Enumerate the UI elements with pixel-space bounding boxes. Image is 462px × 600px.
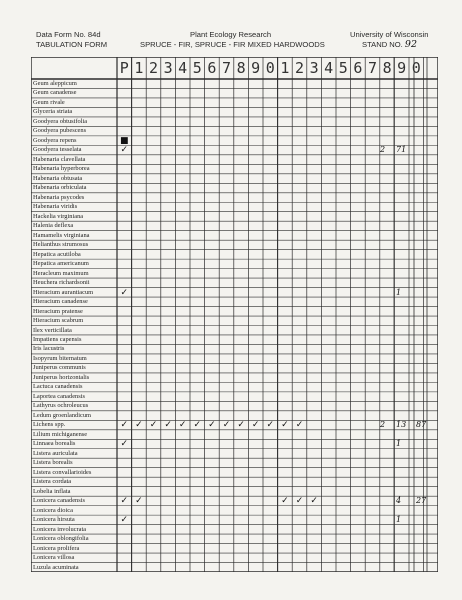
table-row [31,278,438,287]
count-c2: 4 [396,496,402,506]
table-row [31,212,438,221]
column-header: 0 [265,59,275,77]
column-header: 5 [338,59,348,77]
count-c3: 27 [416,496,427,506]
column-header: 4 [178,59,188,77]
species-name: Goodyera pubescens [33,127,87,135]
table-row [31,126,438,135]
species-name: Listera convallarioides [33,468,92,476]
check-mark: ✓ [281,496,289,507]
table-row [31,477,438,486]
species-name: Habenaria obtusata [33,174,83,182]
table-row [31,382,438,391]
column-header: 3 [309,59,319,77]
check-mark: ✓ [251,420,260,431]
table-row [31,183,438,192]
table-row [31,117,438,126]
table-row [31,525,438,534]
table-row [31,354,438,363]
table-row [31,297,438,306]
check-mark: ✓ [120,496,129,507]
species-name: Habenaria psycodes [33,193,85,201]
species-name: Lilium michiganense [33,430,88,438]
table-row [31,269,438,278]
species-name: Geum aleppicum [33,80,77,87]
research-title: Plant Ecology Research [190,30,272,39]
species-name: Ledum groenlandicum [33,411,92,419]
column-header: 8 [382,59,392,77]
species-name: Isopyrum biternatum [33,354,87,362]
species-name: Goodyera tesselata [33,146,82,154]
column-header: 6 [353,59,363,77]
table-row [31,250,438,259]
table-row [31,88,438,97]
table-row [31,439,438,448]
column-header: 1 [134,59,144,77]
count-c3: 87 [416,420,427,430]
check-mark: ✓ [135,420,143,431]
table-row [31,430,438,439]
column-header: 1 [280,59,290,77]
species-name: Geum rivale [33,98,65,106]
form-type: TABULATION FORM [36,40,108,49]
species-name: Heuchera richardsonii [33,279,90,287]
count-c2: 1 [396,515,402,525]
column-header: P [119,59,129,77]
species-name: Lobelia inflata [33,487,71,495]
table-row [31,145,438,154]
species-name: Hieracium aurantiacum [33,288,94,296]
column-header: 7 [367,59,377,77]
table-row [31,155,438,164]
species-name: Iris lacustris [33,345,65,353]
species-name: Juniperus horizontalis [33,373,90,381]
column-header: 9 [397,59,407,77]
table-row [31,98,438,107]
column-header: 8 [236,59,246,77]
column-header: 4 [324,59,334,77]
check-mark: ✓ [149,420,158,431]
form-number: Data Form No. 84d [36,30,101,39]
species-name: Hepatica americanum [33,260,89,268]
column-header: 5 [192,59,202,77]
species-name: Listera borealis [33,459,73,467]
table-row [31,411,438,420]
check-mark: ✓ [178,420,187,431]
check-mark: ✓ [208,420,216,431]
count-c2: 71 [396,145,407,155]
species-name: Lichens spp. [33,421,66,429]
check-mark: ✓ [120,287,129,298]
check-mark: ✓ [164,420,172,431]
check-mark: ✓ [222,420,231,431]
table-row [31,344,438,353]
species-name: Glyceria striata [33,108,73,116]
species-name: Hepatica acutiloba [33,250,81,258]
column-header: 2 [294,59,304,77]
species-name: Hamamelis virginiana [33,231,90,239]
count-c1: 2 [380,420,386,430]
species-name: Lonicera involucrata [33,525,87,533]
species-name: Hieracium scabrum [33,317,84,325]
forest-type-subtitle: SPRUCE - FIR, SPRUCE - FIR MIXED HARDWOODS [140,40,325,49]
table-row [31,174,438,183]
table-row [31,202,438,211]
species-name: Habenaria viridis [33,203,78,211]
species-name: Habenaria orbiculata [33,184,87,192]
table-row [31,326,438,335]
species-name: Heracleum maximum [33,269,89,277]
species-name: Linnaea borealis [33,440,76,448]
stand-number [362,40,417,49]
species-name: Lonicera prolifera [33,544,80,552]
count-c2: 13 [396,420,407,430]
species-name: Helianthus strumosus [33,241,89,249]
species-name: Habenaria clavellata [33,155,86,163]
table-row [31,487,438,496]
species-name: Lactuca canadensis [33,383,83,391]
column-header: 6 [207,59,217,77]
table-row [31,231,438,240]
table-row [31,449,438,458]
species-name: Goodyera obtusifolia [33,117,88,125]
table-row [31,534,438,543]
filled-mark: ■ [120,135,129,146]
table-row [31,107,438,116]
column-header: 2 [148,59,158,77]
table-row [31,136,438,145]
table-row [31,316,438,325]
table-row [31,288,438,297]
check-mark: ✓ [193,420,202,431]
table-row [31,401,438,410]
species-name: Juniperus communis [33,364,86,372]
species-name: Listera cordata [33,478,72,486]
table-row [31,515,438,524]
table-row [31,553,438,562]
table-row [31,221,438,230]
species-name: Lonicera oblongifolia [33,535,89,543]
check-mark: ✓ [120,439,129,450]
column-header: 7 [221,59,231,77]
table-row [31,259,438,268]
check-mark: ✓ [120,420,129,431]
table-row [31,335,438,344]
table-row [31,240,438,249]
check-mark: ✓ [237,420,245,431]
species-name: Habenaria hyperborea [33,165,90,173]
species-name: Hieracium pratense [33,307,83,315]
table-row [31,420,438,429]
check-mark: ✓ [135,496,143,507]
species-name: Listera auriculata [33,449,78,457]
table-row [31,373,438,382]
check-mark: ✓ [310,496,318,507]
table-row [31,79,438,88]
table-row [31,392,438,401]
species-name: Lathyrus ochroleucus [33,402,89,410]
table-row [31,363,438,372]
species-name: Hieracium canadense [33,298,88,306]
stand-number-value: 92 [404,39,418,50]
check-mark: ✓ [266,420,275,431]
species-name: Lonicera canadensis [33,497,85,505]
table-row [31,468,438,477]
column-header: 3 [163,59,173,77]
species-name: Halenia deflexa [33,222,74,230]
table-row [31,458,438,467]
table-row [31,506,438,515]
count-c2: 1 [396,287,402,297]
column-header: 0 [411,59,421,77]
table-row [31,164,438,173]
table-row [31,193,438,202]
species-name: Lonicera dioica [33,506,73,514]
count-c1: 2 [380,145,386,155]
table-row [31,563,438,572]
species-name: Goodyera repens [33,136,77,144]
column-header: 9 [251,59,261,77]
table-row [31,307,438,316]
species-name: Impatiens capensis [33,335,82,343]
species-name: Laportea canadensis [33,392,85,400]
check-mark: ✓ [295,420,304,431]
species-name: Lonicera hirsuta [33,516,75,524]
species-name: Luzula acuminata [33,563,79,571]
university-name: University of Wisconsin [350,30,429,39]
check-mark: ✓ [120,515,129,526]
count-c2: 1 [396,439,402,449]
species-name: Hackelia virginiana [33,212,84,220]
stand-label: STAND NO. [362,40,403,49]
tabulation-grid [31,57,438,572]
species-name: Ilex verticillata [33,326,72,334]
table-row [31,544,438,553]
species-name: Geum canadense [33,89,77,97]
table-row [31,496,438,505]
check-mark: ✓ [295,496,304,507]
check-mark: ✓ [120,145,129,156]
species-name: Lonicera villosa [33,554,75,562]
check-mark: ✓ [281,420,289,431]
